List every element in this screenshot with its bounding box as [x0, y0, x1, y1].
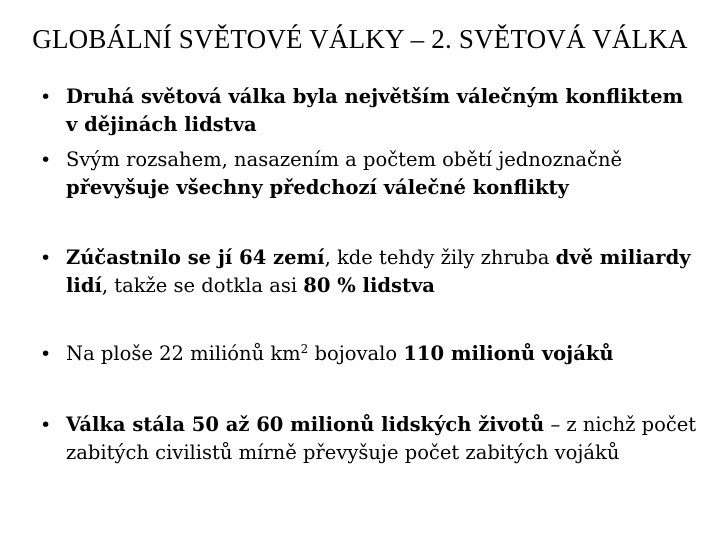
bullet-item [40, 244, 700, 300]
superscript: 2 [300, 342, 309, 356]
text: Na ploše 22 miliónů km [66, 342, 301, 365]
bold-text: 80 % lidstva [303, 274, 435, 297]
slide-title: GLOBÁLNÍ SVĚTOVÉ VÁLKY – 2. SVĚTOVÁ VÁLKA [32, 24, 688, 54]
bold-text: dvě miliardy lidí [66, 246, 691, 297]
bullet-icon: • [40, 343, 52, 365]
bullet-item [40, 340, 700, 368]
bold-text: převyšuje všechny předchozí válečné konflikty [66, 176, 569, 199]
text: Svým rozsahem, nasazením a počtem obětí jednoznačně [66, 148, 623, 171]
text: – z nichž počet zabitých civilistů mírně převyšuje počet zabitých vojáků [66, 413, 697, 464]
bold-text: Druhá světová válka byla největším válečným konfliktem v dějinách lidstva [66, 85, 684, 136]
bullet-item [40, 146, 700, 202]
bold-text: Zúčastnilo se jí 64 zemí [66, 246, 325, 269]
text: , kde tehdy žily zhruba [324, 246, 556, 269]
bullet-item [40, 411, 700, 467]
bullet-item [40, 83, 700, 139]
bullet-icon: • [40, 414, 52, 436]
text: bojovalo [308, 342, 404, 365]
bold-text: Válka stála 50 až 60 milionů lidských životů [66, 413, 545, 436]
bold-text: 110 milionů vojáků [403, 342, 614, 365]
bullet-icon: • [40, 86, 52, 108]
bullet-icon: • [40, 149, 52, 171]
text: , takže se dotkla asi [101, 274, 304, 297]
bullet-icon: • [40, 247, 52, 269]
